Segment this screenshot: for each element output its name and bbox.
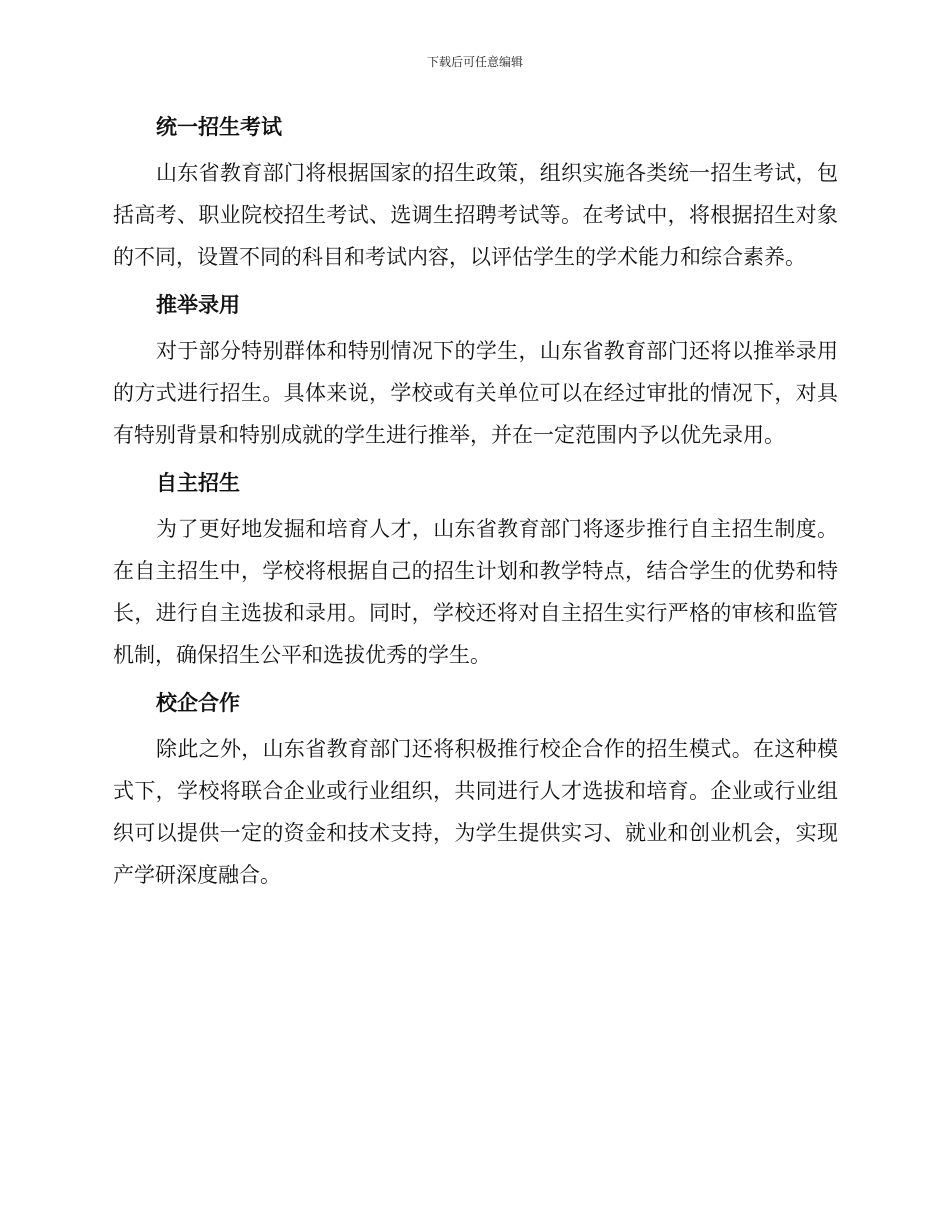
section-school-enterprise <box>113 686 838 896</box>
section-heading: 推举录用 <box>156 293 240 317</box>
section-paragraph: 为了更好地发掘和培育人才，山东省教育部门将逐步推行自主招生制度。在自主招生中，学校将根据自己的招生计划和教学特点，结合学生的优势和特长，进行自主选拔和录用。同时，学校还将对自主招生实行严格的审核和监管机制，确保招生公平和选拔优秀的学生。 <box>113 517 838 667</box>
section-heading: 自主招生 <box>156 471 240 495</box>
section-paragraph: 除此之外，山东省教育部门还将积极推行校企合作的招生模式。在这种模式下，学校将联合企业或行业组织，共同进行人才选拔和培育。企业或行业组织可以提供一定的资金和技术支持，为学生提供实习、就业和创业机会，实现产学研深度融合。 <box>113 737 838 887</box>
document-content <box>113 110 838 906</box>
section-paragraph: 对于部分特别群体和特别情况下的学生，山东省教育部门还将以推举录用的方式进行招生。具体来说，学校或有关单位可以在经过审批的情况下，对具有特别背景和特别成就的学生进行推举，并在一定范围内予以优先录用。 <box>113 339 838 447</box>
section-paragraph: 山东省教育部门将根据国家的招生政策，组织实施各类统一招生考试，包括高考、职业院校招生考试、选调生招聘考试等。在考试中，将根据招生对象的不同，设置不同的科目和考试内容，以评估学生的学术能力和综合素养。 <box>113 161 838 269</box>
section-independent-admission <box>113 466 838 676</box>
header-note: 下载后可任意编辑 <box>426 55 523 69</box>
section-heading: 校企合作 <box>156 691 240 715</box>
section-unified-exam <box>113 110 838 278</box>
section-heading: 统一招生考试 <box>156 115 282 139</box>
section-recommendation <box>113 288 838 456</box>
